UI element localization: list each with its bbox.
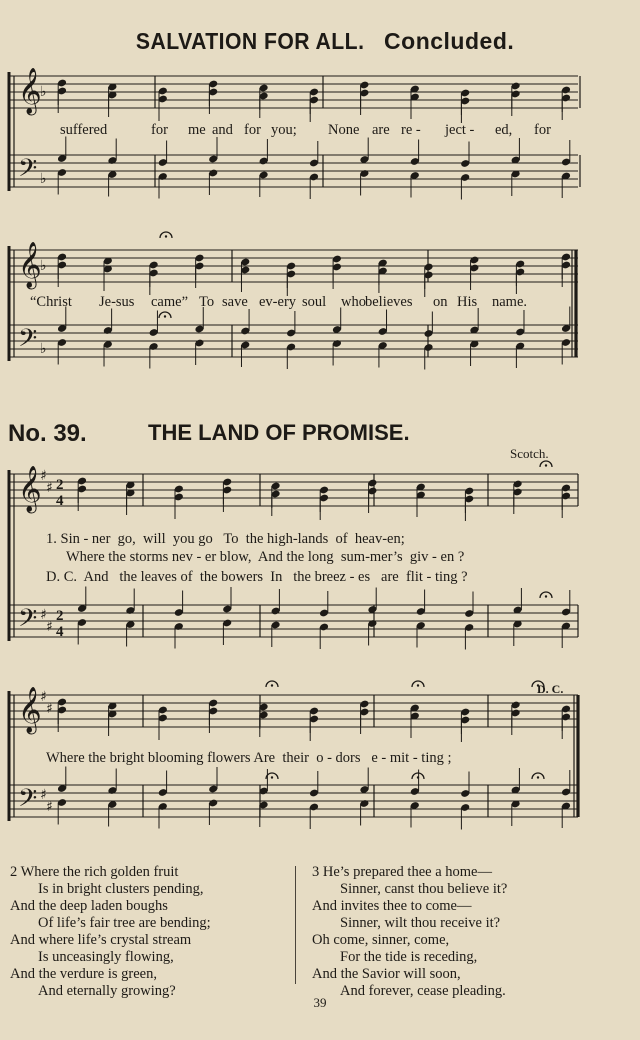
bass-clef-icon: 𝄢 [18,604,38,639]
system-4-lyric-line-1: Where the bright blooming flowers Are their o - dors e - mit - ting ; [46,750,452,766]
system-3-lyric-line-3: D. C. And the leaves of the bowers In the breez - es are flit - ting ? [46,569,468,585]
sharp-sign-icon: ♯ [40,787,47,803]
fermata-dot [164,315,166,317]
sharp-sign-icon: ♯ [40,607,47,623]
dc-mark: D. C. [537,682,564,696]
verse-line: Is in bright clusters pending, [38,881,204,897]
fermata-dot [165,235,167,237]
system-1-lyric-word: None [328,122,360,138]
system-2-lyric-word: To [199,294,215,310]
treble-clef-icon: 𝄞 [18,687,42,733]
system-2-lyric-word: who [341,294,366,310]
bass-clef-icon: 𝄢 [18,784,38,819]
fermata-dot [545,595,547,597]
verse-2 [10,864,211,1000]
verse-line: Oh come, sinner, come, [312,932,450,948]
verse-line: 3 He’s prepared thee a home— [312,864,492,880]
fermata-dot [545,464,547,466]
system-1-lyric-word: ed, [495,122,513,138]
fermata-dot [417,684,419,686]
system-3-lyric-line-1: 1. Sin - ner go, will you go To the high-lands of heav-en; [46,531,405,547]
time-signature-top: 2 [56,477,64,493]
system-2-lyric-word: soul [302,294,327,310]
system-2-lyric-word: Je-sus [99,294,135,310]
bass-clef-icon: 𝄢 [18,324,38,359]
verse-line: And the verdure is green, [10,966,157,982]
system-2-lyric-word: His [457,294,478,310]
flat-sign-icon: ♭ [40,171,47,187]
sharp-sign-icon: ♯ [46,480,53,496]
verse-line: For the tide is receding, [340,949,478,965]
verse-line: And forever, cease pleading. [340,983,506,999]
time-signature-bottom: 4 [56,624,64,640]
hymn-title-continued: SALVATION FOR ALL. [135,28,365,54]
time-signature-top: 2 [56,608,64,624]
system-1-lyric-word: ject - [445,122,475,138]
sharp-sign-icon: ♯ [46,701,53,717]
fermata-dot [271,776,273,778]
verse-line: And the Savior will soon, [312,966,461,982]
system-2-lyric-word: “Christ [30,294,72,310]
verse-line: And the deep laden boughs [10,898,168,914]
system-2-lyric-word: ev-ery [259,294,297,310]
verse-line: And where life’s crystal stream [10,932,192,948]
system-2-lyric-word: on [433,294,448,310]
flat-sign-icon: ♭ [40,341,47,357]
flat-sign-icon: ♭ [40,258,47,274]
verse-line: And invites thee to come— [312,898,472,914]
system-1-lyric-word: suffered [60,122,108,138]
system-2-lyric-word: believes [365,294,413,310]
sharp-sign-icon: ♯ [40,689,47,705]
verse-3 [312,864,507,1000]
bass-clef-icon: 𝄢 [18,154,38,189]
system-2-lyric-word: save [222,294,248,310]
verse-line: Of life’s fair tree are bending; [38,915,211,931]
hymn-title: THE LAND OF PROMISE. [148,420,410,445]
sharp-sign-icon: ♯ [46,799,53,815]
system-1-lyric-word: are [372,122,390,138]
system-1-lyric-word: for [151,122,168,138]
verse-line: Sinner, canst thou believe it? [340,881,508,897]
system-1-lyric-word: me [188,122,206,138]
hymn-number: No. 39. [8,420,87,447]
page-number: 39 [313,995,327,1010]
verse-line: And eternally growing? [38,983,176,999]
treble-clef-icon: 𝄞 [18,242,42,288]
system-2-lyric-word: name. [492,294,528,310]
time-signature-bottom: 4 [56,493,64,509]
hymn-title-suffix: Concluded. [384,28,515,54]
fermata-dot [417,776,419,778]
system-2-lyric-word: came” [151,294,189,310]
composer-credit: Scotch. [510,446,549,461]
fermata-dot [537,776,539,778]
system-1-lyric-word: and [212,122,233,138]
fermata-dot [271,684,273,686]
verse-divider [295,866,296,984]
system-1-lyric-word: you; [271,122,297,138]
system-1-lyric-word: re - [401,122,421,138]
system-1-lyric-word: for [244,122,261,138]
sharp-sign-icon: ♯ [40,468,47,484]
sharp-sign-icon: ♯ [46,619,53,635]
treble-clef-icon: 𝄞 [18,466,42,512]
verse-line: Is unceasingly flowing, [38,949,174,965]
system-1-lyric-word: for [534,122,551,138]
verse-line: 2 Where the rich golden fruit [10,864,179,880]
flat-sign-icon: ♭ [40,84,47,100]
verse-line: Sinner, wilt thou receive it? [340,915,501,931]
system-3-lyric-line-2: Where the storms nev - er blow, And the long sum-mer’s giv - en ? [66,549,465,565]
treble-clef-icon: 𝄞 [18,68,42,114]
